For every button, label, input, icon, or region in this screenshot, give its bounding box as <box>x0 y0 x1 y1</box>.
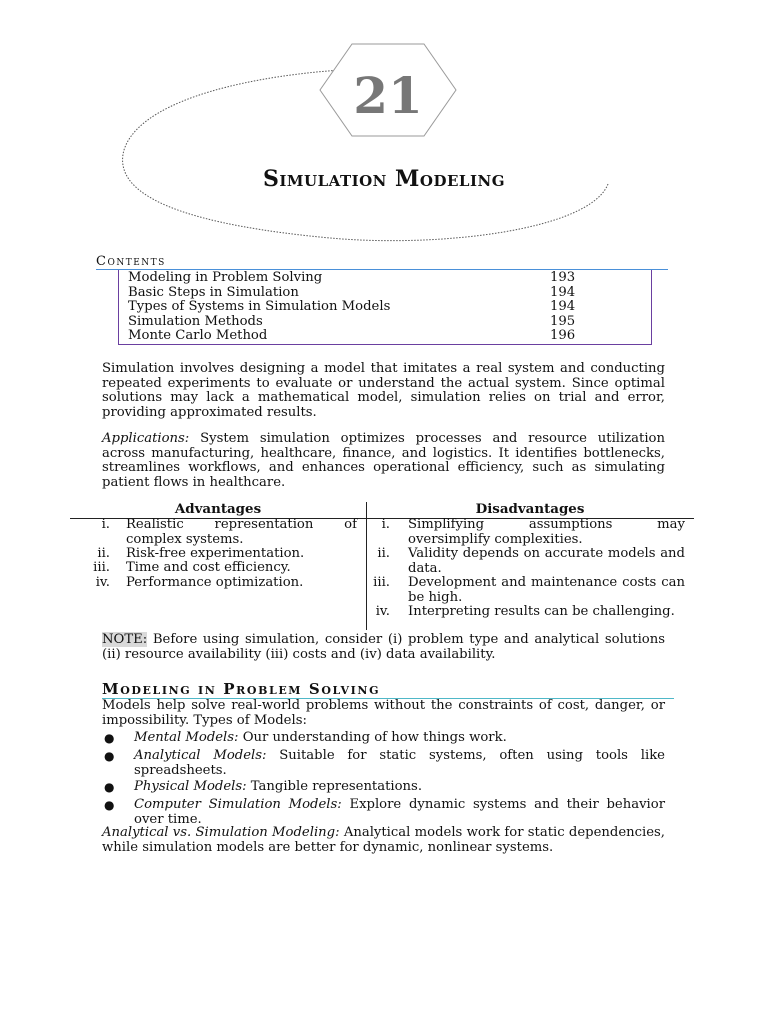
comparison-label: Analytical vs. Simulation Modeling: <box>102 825 340 840</box>
applications-text: System simulation optimizes processes and resource utilization across manufacturing, healthcare, finance, and logistics. It identifies bottlenecks, streamlines workflows, and enhances operational efficiency, such as simulating patient flows in healthcare. <box>102 431 665 490</box>
bullet-item <box>134 749 665 778</box>
bullet-item <box>134 731 665 746</box>
item-text: Realistic representation of complex systems. <box>126 517 357 547</box>
intro-paragraph: Simulation involves designing a model that imitates a real system and conducting repeated experiments to evaluate or understand the actual system. Since optimal solutions may lack a mathematical model, simulation relies on trial and error, providing approximated results. <box>102 361 665 420</box>
toc-title: Monte Carlo Method <box>128 328 268 343</box>
bullet-label: Physical Models: <box>134 779 247 794</box>
toc-title: Types of Systems in Simulation Models <box>128 299 391 314</box>
bullet-text: Our understanding of how things work. <box>238 730 507 745</box>
chapter-number: 21 <box>353 66 423 125</box>
comparison-paragraph <box>102 826 665 855</box>
item-number: ii. <box>377 546 390 561</box>
comparison-text: Analytical models work for static dependencies, while simulation models are better for dynamic, nonlinear systems. <box>102 825 665 855</box>
toc-page: 194 <box>550 299 576 314</box>
disadvantages-heading: Disadvantages <box>475 501 585 517</box>
item-number: iv. <box>375 604 390 619</box>
item-number: iii. <box>93 560 110 575</box>
note-label: NOTE: <box>102 632 148 647</box>
item-number: i. <box>381 517 390 532</box>
toc-title: Simulation Methods <box>128 314 263 329</box>
item-text: Validity depends on accurate models and data. <box>408 546 685 576</box>
bullet-icon: ● <box>104 780 115 794</box>
toc-page: 196 <box>550 328 576 343</box>
bullet-text: Suitable for static systems, often using tools like spreadsheets. <box>134 748 665 778</box>
bullet-text: Tangible representations. <box>246 779 423 794</box>
item-text: Performance optimization. <box>126 575 304 590</box>
bullet-icon: ● <box>104 798 115 812</box>
toc-page: 195 <box>550 314 576 329</box>
toc-title: Modeling in Problem Solving <box>128 270 323 285</box>
section-heading: Modeling in Problem Solving <box>102 680 381 698</box>
contents-heading: Contents <box>96 254 166 269</box>
toc-title: Basic Steps in Simulation <box>128 285 299 300</box>
item-number: ii. <box>97 546 110 561</box>
bullet-label: Analytical Models: <box>134 748 267 763</box>
chapter-title: Simulation Modeling <box>262 166 505 192</box>
note-paragraph <box>102 633 665 662</box>
bullet-label: Computer Simulation Models: <box>134 797 342 812</box>
bullet-icon: ● <box>104 731 115 745</box>
item-text: Interpreting results can be challenging. <box>408 604 675 619</box>
item-text: Risk-free experimentation. <box>126 546 305 561</box>
bullet-item <box>134 798 665 827</box>
advantages-heading: Advantages <box>174 501 262 517</box>
bullet-item <box>134 780 665 795</box>
item-text: Time and cost efficiency. <box>126 560 291 575</box>
section-intro: Models help solve real-world problems without the constraints of cost, danger, or impossibility. Types of Models: <box>102 698 665 728</box>
item-text: Development and maintenance costs can be high. <box>408 575 685 605</box>
item-number: iii. <box>373 575 390 590</box>
toc-page: 194 <box>550 285 576 300</box>
bullet-label: Mental Models: <box>134 730 239 745</box>
note-text: Before using simulation, consider (i) problem type and analytical solutions (ii) resource availability (iii) costs and (iv) data availability. <box>102 632 665 662</box>
applications-label: Applications: <box>102 431 190 446</box>
applications-paragraph <box>102 432 665 490</box>
item-number: iv. <box>95 575 110 590</box>
toc-page: 193 <box>550 270 576 285</box>
bullet-text: Explore dynamic systems and their behavior over time. <box>134 797 665 827</box>
item-number: i. <box>101 517 110 532</box>
bullet-icon: ● <box>104 749 115 763</box>
item-text: Simplifying assumptions may oversimplify complexities. <box>408 517 685 547</box>
